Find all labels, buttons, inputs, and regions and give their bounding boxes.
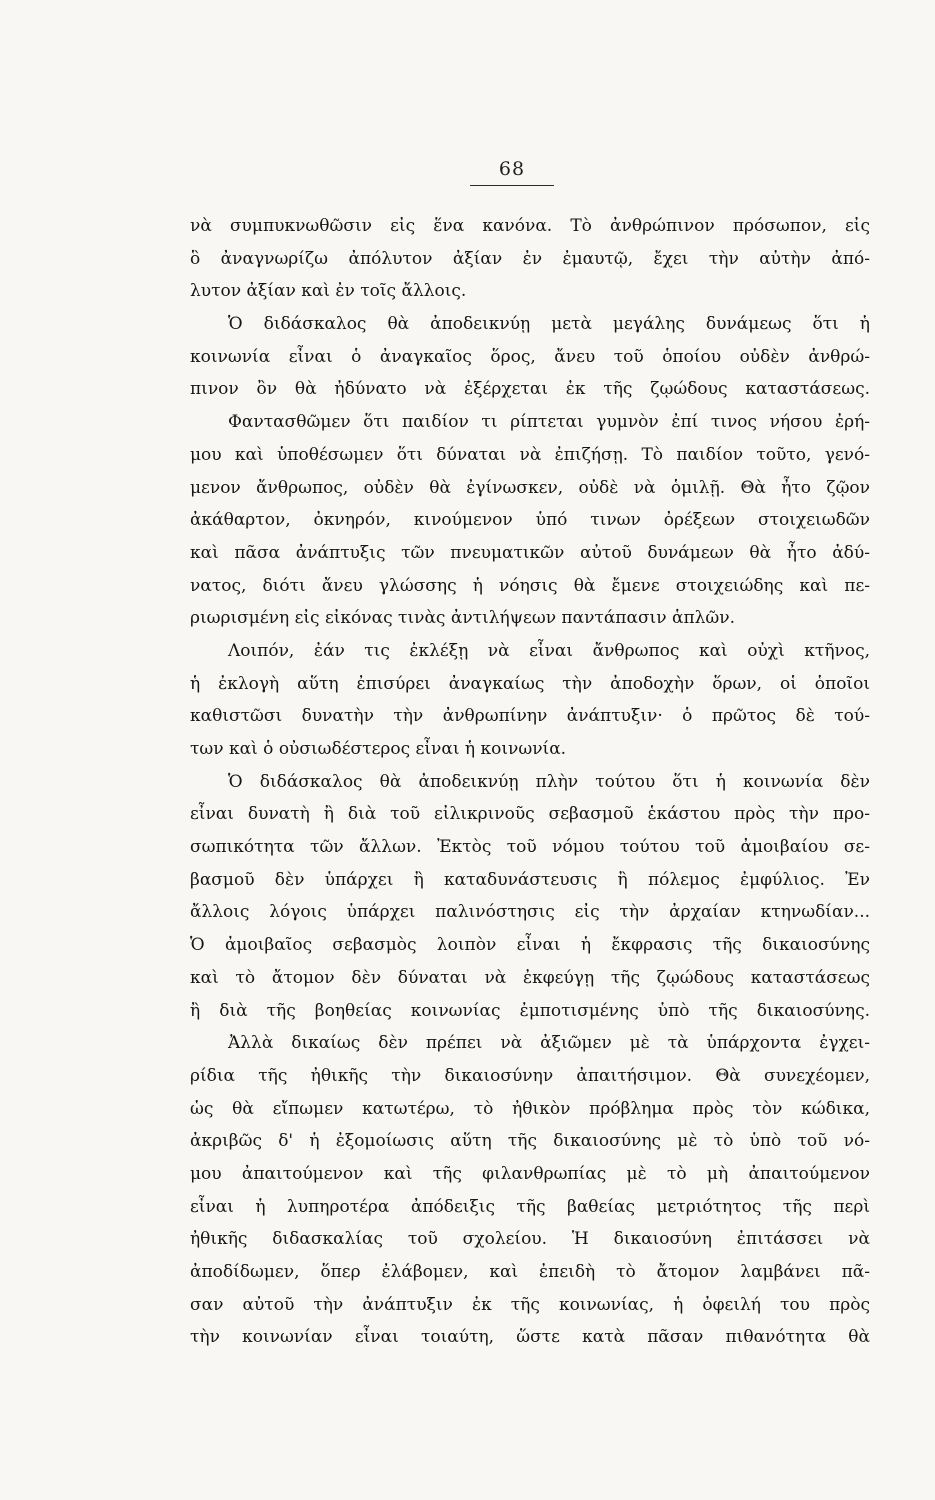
text-line: πινον ὂν θὰ ἠδύνατο νὰ ἐξέρχεται ἐκ τῆς ζῳώδους καταστάσεως. xyxy=(190,379,870,400)
text-line: ριωρισμένη εἰς εἰκόνας τινὰς ἀντιλήψεων παντάπασιν ἁπλῶν. xyxy=(190,608,735,629)
text-line: ἀποδίδωμεν, ὅπερ ἐλάβομεν, καὶ ἐπειδὴ τὸ ἄτομον λαμβάνει πᾶ- xyxy=(190,1262,870,1282)
text-line: των καὶ ὁ οὐσιωδέστερος εἶναι ἡ κοινωνία. xyxy=(190,739,567,759)
text-line: καὶ πᾶσα ἀνάπτυξις τῶν πνευματικῶν αὐτοῦ δυνάμεων θὰ ἦτο ἀδύ- xyxy=(190,542,870,563)
text-line: λυτον ἀξίαν καὶ ἐν τοῖς ἄλλοις. xyxy=(190,281,467,302)
text-line: Ὁ διδάσκαλος θὰ ἀποδεικνύῃ πλὴν τούτου ὅτι ἡ κοινωνία δὲν xyxy=(228,771,870,792)
text-line: ρίδια τῆς ἠθικῆς τὴν δικαιοσύνην ἀπαιτήσιμον. Θὰ συνεχέομεν, xyxy=(190,1065,870,1086)
text-line: καθιστῶσι δυνατὴν τὴν ἀνθρωπίνην ἀνάπτυξιν· ὁ πρῶτος δὲ τού- xyxy=(190,706,870,727)
text-line: μενον ἄνθρωπος, οὐδὲν θὰ ἐγίνωσκεν, οὐδὲ νὰ ὁμιλῇ. Θὰ ἦτο ζῷον xyxy=(190,477,870,498)
text-line: βασμοῦ δὲν ὑπάρχει ἢ καταδυνάστευσις ἢ πόλεμος ἐμφύλιος. Ἐν xyxy=(190,869,870,890)
text-line: Λοιπόν, ἐάν τις ἐκλέξῃ νὰ εἶναι ἄνθρωπος καὶ οὐχὶ κτῆνος, xyxy=(228,640,870,661)
text-line: καὶ τὸ ἄτομον δὲν δύναται νὰ ἐκφεύγῃ τῆς ζῳώδους καταστάσεως xyxy=(190,967,870,988)
text-line: ἡ ἐκλογὴ αὕτη ἐπισύρει ἀναγκαίως τὴν ἀποδοχὴν ὅρων, οἱ ὁποῖοι xyxy=(190,673,870,694)
text-line: Φαντασθῶμεν ὅτι παιδίον τι ρίπτεται γυμνὸν ἐπί τινος νήσου ἐρή- xyxy=(228,412,870,433)
text-line: σωπικότητα τῶν ἄλλων. Ἐκτὸς τοῦ νόμου τούτου τοῦ ἀμοιβαίου σε- xyxy=(190,837,870,858)
text-line: μου ἀπαιτούμενον καὶ τῆς φιλανθρωπίας μὲ τὸ μὴ ἀπαιτούμενον xyxy=(190,1163,870,1184)
page-number-rule xyxy=(470,185,554,186)
text-line: τὴν κοινωνίαν εἶναι τοιαύτη, ὥστε κατὰ πᾶσαν πιθανότητα θὰ xyxy=(190,1327,870,1348)
text-line: ὡς θὰ εἴπωμεν κατωτέρω, τὸ ἠθικὸν πρόβλημα πρὸς τὸν κώδικα, xyxy=(190,1098,870,1119)
text-line: ἄλλοις λόγοις ὑπάρχει παλινόστησις εἰς τὴν ἀρχαίαν κτηνωδίαν... xyxy=(190,902,870,923)
text-line: ἢ διὰ τῆς βοηθείας κοινωνίας ἐμποτισμένης ὑπὸ τῆς δικαιοσύνης. xyxy=(190,1000,870,1021)
text-line: ἀκριβῶς δ' ἡ ἐξομοίωσις αὕτη τῆς δικαιοσύνης μὲ τὸ ὑπὸ τοῦ νό- xyxy=(190,1131,870,1152)
body-text xyxy=(190,210,870,1354)
text-line: μου καὶ ὑποθέσωμεν ὅτι δύναται νὰ ἐπιζήσῃ. Τὸ παιδίον τοῦτο, γενό- xyxy=(190,444,870,465)
text-line: Ἀλλὰ δικαίως δὲν πρέπει νὰ ἀξιῶμεν μὲ τὰ ὑπάρχοντα ἐγχει- xyxy=(228,1033,870,1054)
text-line: ὃ ἀναγνωρίζω ἀπόλυτον ἀξίαν ἐν ἐμαυτῷ, ἔχει τὴν αὐτὴν ἀπό- xyxy=(190,248,870,269)
text-line: νατος, διότι ἄνευ γλώσσης ἡ νόησις θὰ ἔμενε στοιχειώδης καὶ πε- xyxy=(190,575,870,596)
page-number: 68 xyxy=(498,158,526,180)
text-line: ἠθικῆς διδασκαλίας τοῦ σχολείου. Ἡ δικαιοσύνη ἐπιτάσσει νὰ xyxy=(190,1229,870,1250)
text-line: εἶναι ἡ λυπηροτέρα ἀπόδειξις τῆς βαθείας μετριότητος τῆς περὶ xyxy=(190,1196,870,1217)
text-line: νὰ συμπυκνωθῶσιν εἰς ἕνα κανόνα. Τὸ ἀνθρώπινον πρόσωπον, εἰς xyxy=(190,216,870,236)
text-line: εἶναι δυνατὴ ἢ διὰ τοῦ εἰλικρινοῦς σεβασμοῦ ἑκάστου πρὸς τὴν προ- xyxy=(190,804,870,825)
text-line: σαν αὐτοῦ τὴν ἀνάπτυξιν ἐκ τῆς κοινωνίας, ἡ ὀφειλή του πρὸς xyxy=(190,1294,870,1315)
text-line: ἀκάθαρτον, ὀκνηρόν, κινούμενον ὑπό τινων ὀρέξεων στοιχειωδῶν xyxy=(190,510,870,531)
text-line: κοινωνία εἶναι ὁ ἀναγκαῖος ὅρος, ἄνευ τοῦ ὁποίου οὐδὲν ἀνθρώ- xyxy=(190,346,870,367)
text-line: Ὁ ἀμοιβαῖος σεβασμὸς λοιπὸν εἶναι ἡ ἔκφρασις τῆς δικαιοσύνης xyxy=(190,935,870,956)
text-line: Ὁ διδάσκαλος θὰ ἀποδεικνύῃ μετὰ μεγάλης δυνάμεως ὅτι ἡ xyxy=(228,314,870,335)
